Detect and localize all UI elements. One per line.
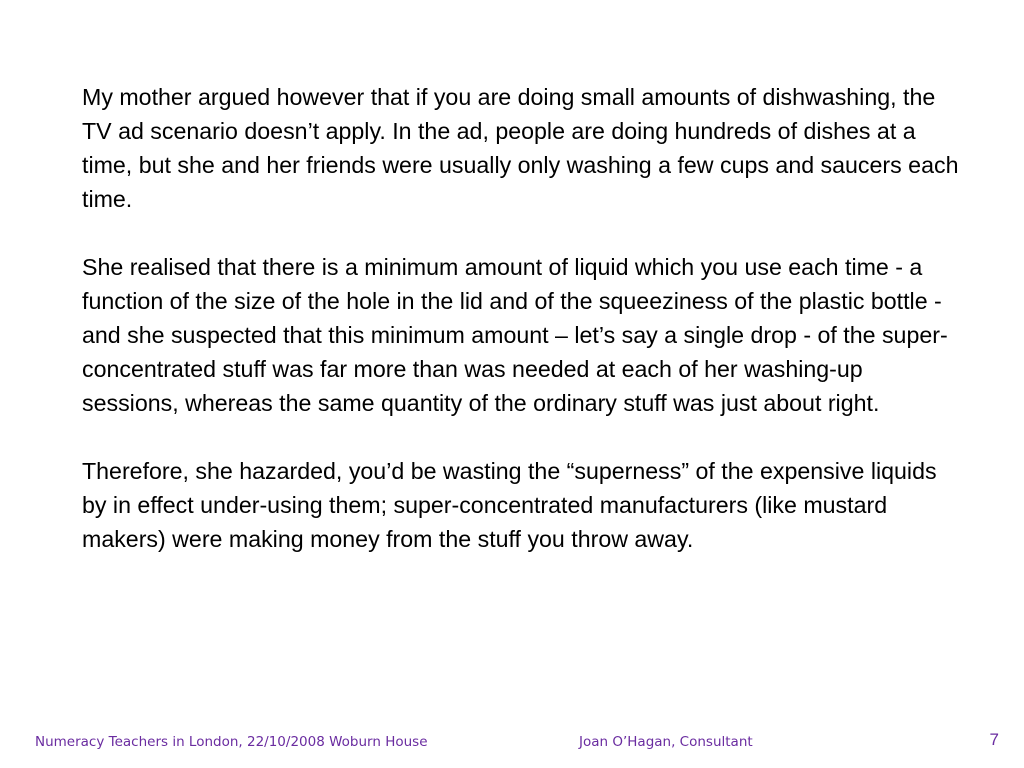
page-number: 7	[989, 730, 999, 749]
footer-author: Joan O’Hagan, Consultant	[579, 734, 753, 750]
slide-body	[82, 80, 962, 590]
paragraph-1: My mother argued however that if you are doing small amounts of dishwashing, the TV ad scenario doesn’t apply. In the ad, people are doing hundreds of dishes at a time, but she and her friends were usually only washing a few cups and saucers each time.	[82, 84, 959, 212]
paragraph-2: She realised that there is a minimum amount of liquid which you use each time - a function of the size of the hole in the lid and of the squeeziness of the plastic bottle - and she suspected that this minimum amount – let’s say a single drop - of the super-concentrated stuff was far more than was needed at each of her washing-up sessions, whereas the same quantity of the ordinary stuff was just about right.	[82, 254, 948, 416]
paragraph-3: Therefore, she hazarded, you’d be wasting the “superness” of the expensive liquids by in effect under-using them; super-concentrated manufacturers (like mustard makers) were making money from the stuff you throw away.	[82, 458, 937, 552]
footer-event: Numeracy Teachers in London, 22/10/2008 Woburn House	[35, 734, 428, 750]
